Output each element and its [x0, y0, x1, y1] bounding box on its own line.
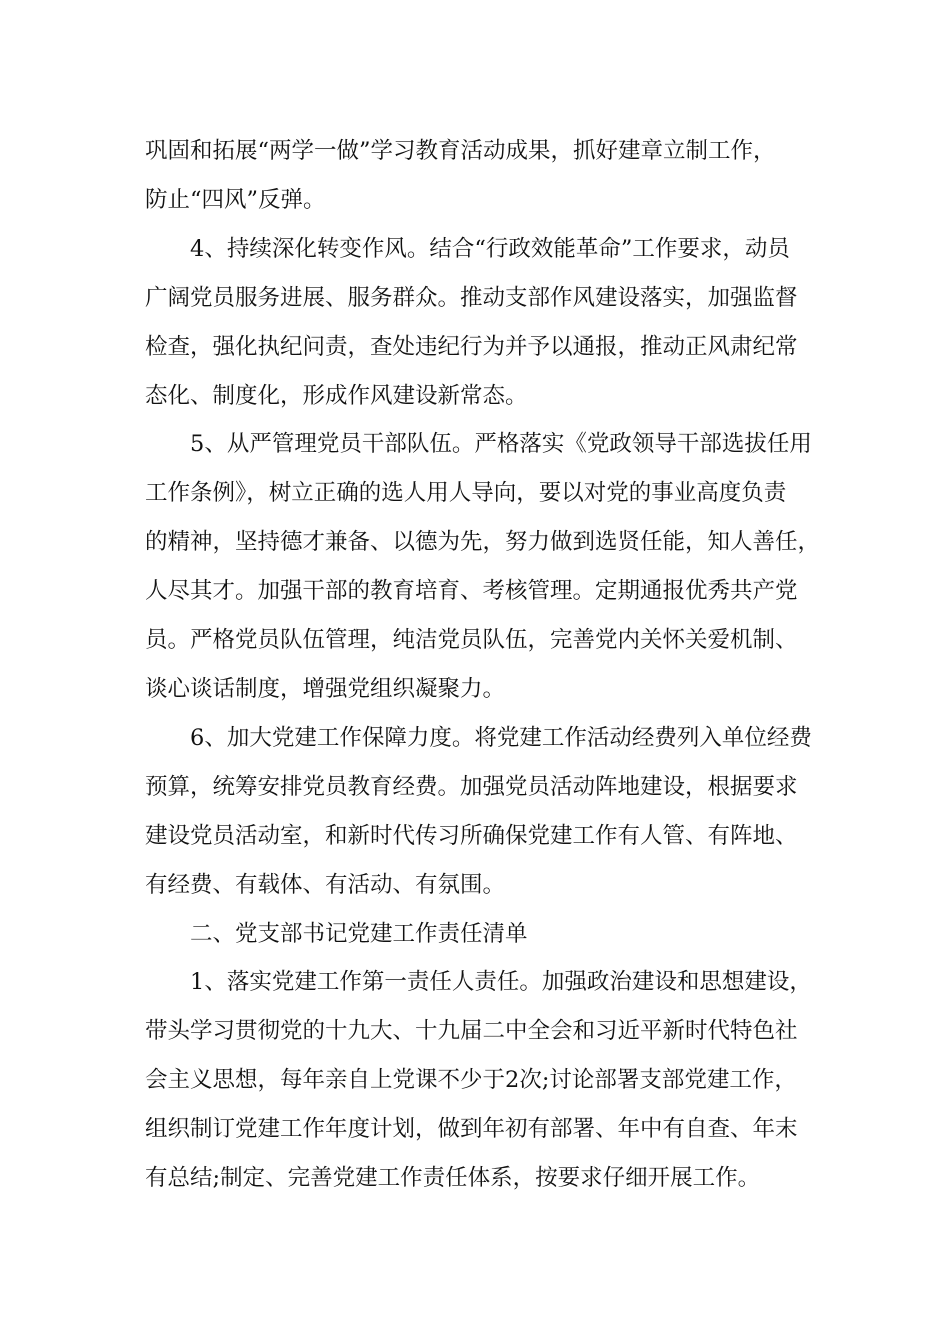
text-line: 的精神，坚持德才兼备、以德为先，努力做到选贤任能，知人善任，	[145, 529, 821, 556]
text-line: 巩固和拓展“两学一做”学习教育活动成果，抓好建章立制工作，	[145, 138, 776, 164]
paragraph-item-5	[145, 420, 821, 713]
text-line: 预算，统筹安排党员教育经费。加强党员活动阵地建设，根据要求	[145, 773, 798, 800]
section-heading	[145, 910, 815, 959]
paragraph-item-1	[145, 958, 815, 1203]
text-line: 态化、制度化，形成作风建设新常态。	[145, 382, 528, 409]
text-line: 有经费、有载体、有活动、有氛围。	[145, 871, 506, 898]
text-line: 4、持续深化转变作风。结合“行政效能革命”工作要求，动员	[190, 235, 790, 262]
text-line: 组织制订党建工作年度计划，做到年初有部署、年中有自查、年末	[145, 1116, 798, 1143]
text-line: 1、落实党建工作第一责任人责任。加强政治建设和思想建设，	[190, 969, 812, 996]
text-line: 5、从严管理党员干部队伍。严格落实《党政领导干部选拔任用	[190, 431, 812, 458]
paragraph-item-4	[145, 225, 815, 421]
paragraph-continuation	[145, 127, 815, 225]
text-line: 会主义思想，每年亲自上党课不少于2次;讨论部署支部党建工作，	[145, 1067, 797, 1094]
text-line: 谈心谈话制度，增强党组织凝聚力。	[145, 675, 506, 702]
paragraph-item-6	[145, 714, 815, 910]
text-line: 防止“四风”反弹。	[145, 186, 326, 213]
text-line: 工作条例》，树立正确的选人用人导向，要以对党的事业高度负责	[145, 480, 787, 507]
document-body	[145, 127, 821, 1203]
text-line: 二、党支部书记党建工作责任清单	[190, 920, 528, 947]
text-line: 有总结;制定、完善党建工作责任体系，按要求仔细开展工作。	[145, 1165, 761, 1192]
text-line: 6、加大党建工作保障力度。将党建工作活动经费列入单位经费	[190, 724, 812, 751]
text-line: 检查，强化执纪问责，查处违纪行为并予以通报，推动正风肃纪常	[145, 333, 798, 360]
text-line: 建设党员活动室，和新时代传习所确保党建工作有人管、有阵地、	[145, 822, 798, 849]
text-line: 带头学习贯彻党的十九大、十九届二中全会和习近平新时代特色社	[145, 1018, 798, 1045]
text-line: 人尽其才。加强干部的教育培育、考核管理。定期通报优秀共产党	[145, 578, 798, 605]
text-line: 广阔党员服务进展、服务群众。推动支部作风建设落实，加强监督	[145, 284, 798, 311]
text-line: 员。严格党员队伍管理，纯洁党员队伍，完善党内关怀关爱机制、	[145, 627, 798, 654]
